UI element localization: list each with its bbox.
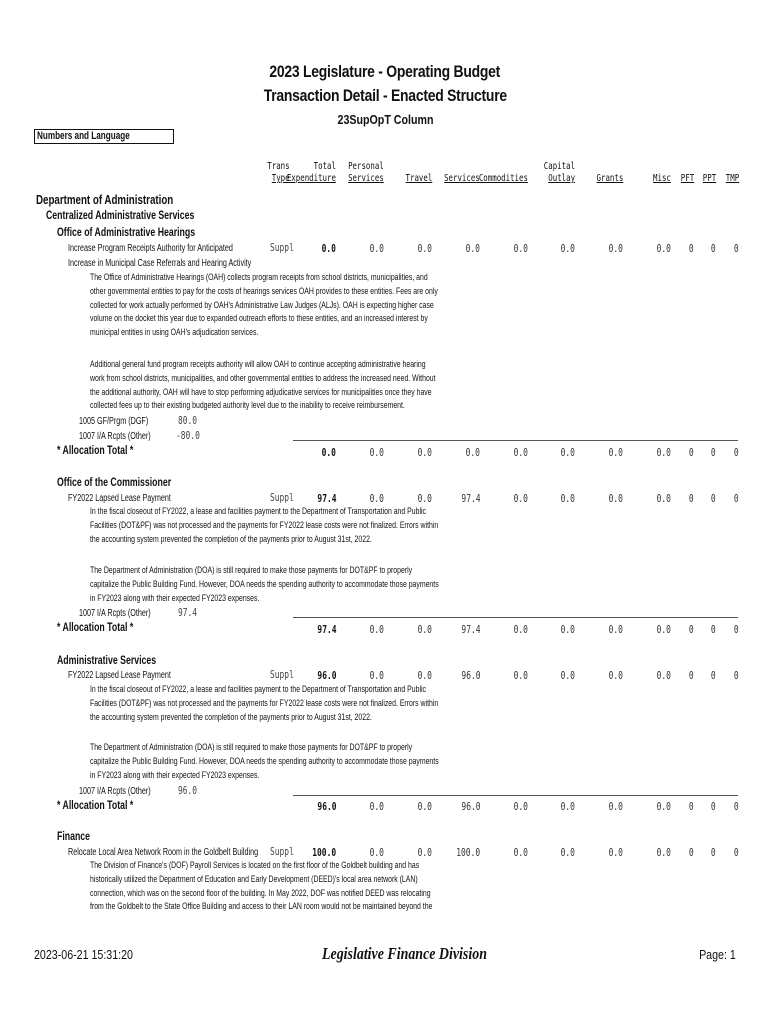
val-ppt: 0 [711,846,716,859]
total-rule [293,617,738,618]
val-pft: 0 [689,669,694,682]
col-travel: Travel [405,173,432,184]
val-total: 100.0 [312,846,336,859]
report-timestamp: 2023-06-21 15:31:20 [34,947,133,962]
val-ppt: 0 [711,242,716,255]
val-capital: 0.0 [560,492,575,505]
alloc-total: 97.4 [316,623,336,636]
val-travel: 0.0 [417,492,432,505]
val-grants: 0.0 [608,669,623,682]
val-capital: 0.0 [560,669,575,682]
item-title-cont: Increase in Municipal Case Referrals and Hearing Activity [68,258,252,269]
alloc-pft: 0 [689,623,694,636]
alloc-tmp: 0 [734,623,739,636]
alloc-commodities: 0.0 [513,800,528,813]
val-capital: 0.0 [560,242,575,255]
val-personal: 0.0 [369,492,384,505]
department-heading: Department of Administration [36,193,174,207]
alloc-commodities: 0.0 [513,446,528,459]
col-services: Services [444,173,480,184]
fund-source-amount: 97.4 [178,606,198,619]
val-total: 97.4 [316,492,336,505]
val-services: 97.4 [460,492,480,505]
val-misc: 0.0 [656,492,671,505]
col-ppt: PPT [702,173,716,184]
alloc-capital: 0.0 [560,446,575,459]
description-paragraph: The Department of Administration (DOA) is still required to make those payments for DOT&PF to properly capitalize the Public Building Fund. However, DOA needs the spending authority to accommodate those payments in FY2023 along with their expected FY2023 expenses. [90,565,439,604]
fund-source-amount: 96.0 [178,784,198,797]
col-commodities: Commodities [478,173,528,184]
val-misc: 0.0 [656,669,671,682]
alloc-pft: 0 [689,800,694,813]
component-heading: Office of Administrative Hearings [57,227,196,239]
col-total-expenditure: Total Expenditure [286,161,336,184]
trans-type: Suppl [270,491,294,504]
val-grants: 0.0 [608,492,623,505]
total-rule [293,795,738,796]
col-trans-type: Trans Type [267,161,290,184]
item-title: FY2022 Lapsed Lease Payment [68,493,171,504]
col-misc: Misc [653,173,671,184]
fund-source-label: 1005 GF/Prgm (DGF) [79,416,149,427]
numbers-language-box: Numbers and Language [34,129,174,144]
fund-source-label: 1007 I/A Rcpts (Other) [79,608,151,619]
alloc-grants: 0.0 [608,800,623,813]
val-tmp: 0 [734,669,739,682]
val-commodities: 0.0 [513,492,528,505]
alloc-personal: 0.0 [369,446,384,459]
val-capital: 0.0 [560,846,575,859]
val-commodities: 0.0 [513,669,528,682]
description-paragraph: In the fiscal closeout of FY2022, a lease and facilities payment to the Department of Transportation and Public Facilities (DOT&PF) was not processed and the payments for FY2022 lease costs were not finalized. Errors within the accounting system prevented the completion of the payments prior to August 31st, 2022. [90,684,439,723]
description-paragraph: Additional general fund program receipts authority will allow OAH to continue accepting administrative hearing work from school districts, municipalities, and other governmental entities to address the increased need. Without the additional authority, OAH will have to stop performing adjudicative services for municipalities once they have collected fees up to their existing budgeted authority level due to the inability to receive reimbursement. [90,359,436,412]
val-personal: 0.0 [369,669,384,682]
alloc-travel: 0.0 [417,800,432,813]
val-tmp: 0 [734,242,739,255]
val-misc: 0.0 [656,242,671,255]
val-commodities: 0.0 [513,846,528,859]
alloc-personal: 0.0 [369,800,384,813]
val-personal: 0.0 [369,242,384,255]
val-commodities: 0.0 [513,242,528,255]
fund-source-amount: -80.0 [176,429,200,442]
val-services: 0.0 [465,242,480,255]
item-title: Increase Program Receipts Authority for Anticipated [68,243,233,254]
footer-division-name: Legislative Finance Division [322,944,487,963]
val-total: 0.0 [321,242,336,255]
report-title-line1: 2023 Legislature - Operating Budget [269,62,501,81]
alloc-capital: 0.0 [560,623,575,636]
trans-type: Suppl [270,668,294,681]
item-title: Relocate Local Area Network Room in the Goldbelt Building [68,847,259,858]
total-rule [293,440,738,441]
val-tmp: 0 [734,846,739,859]
description-paragraph: The Office of Administrative Hearings (OAH) collects program receipts from school districts, municipalities, and other governmental entities to pay for the costs of hearings services OAH provides to these entities. Fees are only collected for work actually performed by OAH's Administrative Law Judges (ALJs). OAH is expecting higher case volume on the docket this year due to expanded outreach efforts to these entities, and an increased interest by municipal entities in using OAH's adjudication services. [90,272,438,339]
fund-source-amount: 80.0 [178,414,198,427]
component-heading: Finance [57,831,91,843]
alloc-grants: 0.0 [608,623,623,636]
alloc-personal: 0.0 [369,623,384,636]
alloc-misc: 0.0 [656,800,671,813]
division-heading: Centralized Administrative Services [46,210,195,222]
alloc-services: 0.0 [465,446,480,459]
alloc-travel: 0.0 [417,623,432,636]
val-misc: 0.0 [656,846,671,859]
col-grants: Grants [596,173,623,184]
fund-source-label: 1007 I/A Rcpts (Other) [79,431,151,442]
alloc-total: 0.0 [321,446,336,459]
alloc-tmp: 0 [734,800,739,813]
val-services: 100.0 [456,846,480,859]
col-pft: PFT [680,173,694,184]
item-title: FY2022 Lapsed Lease Payment [68,670,171,681]
val-ppt: 0 [711,492,716,505]
val-pft: 0 [689,846,694,859]
alloc-travel: 0.0 [417,446,432,459]
trans-type: Suppl [270,241,294,254]
val-total: 96.0 [316,669,336,682]
val-grants: 0.0 [608,846,623,859]
alloc-commodities: 0.0 [513,623,528,636]
val-grants: 0.0 [608,242,623,255]
alloc-services: 97.4 [460,623,480,636]
alloc-ppt: 0 [711,446,716,459]
fund-source-label: 1007 I/A Rcpts (Other) [79,786,151,797]
description-paragraph: The Department of Administration (DOA) is still required to make those payments for DOT&PF to properly capitalize the Public Building Fund. However, DOA needs the spending authority to accommodate those payments in FY2023 along with their expected FY2023 expenses. [90,742,439,781]
alloc-total: 96.0 [316,800,336,813]
component-heading: Administrative Services [57,655,157,667]
col-personal-services: Personal Services [348,161,384,184]
val-ppt: 0 [711,669,716,682]
alloc-ppt: 0 [711,623,716,636]
alloc-misc: 0.0 [656,446,671,459]
val-pft: 0 [689,492,694,505]
alloc-grants: 0.0 [608,446,623,459]
val-personal: 0.0 [369,846,384,859]
val-pft: 0 [689,242,694,255]
col-capital-outlay: Capital Outlay [543,161,575,184]
val-tmp: 0 [734,492,739,505]
val-travel: 0.0 [417,242,432,255]
col-tmp: TMP [725,173,739,184]
alloc-pft: 0 [689,446,694,459]
alloc-tmp: 0 [734,446,739,459]
description-paragraph: The Division of Finance's (DOF) Payroll Services is located on the first floor of the Goldbelt building and has historically utilized the Department of Education and Early Development (DEED)'s local area network (LAN) connection, which was on the second floor of the building. In May 2022, DOF was notified DEED was relocating from the Goldbelt to the State Office Building and access to their LAN room would not be maintained beyond the [90,860,433,913]
description-paragraph: In the fiscal closeout of FY2022, a lease and facilities payment to the Department of Transportation and Public Facilities (DOT&PF) was not processed and the payments for FY2022 lease costs were not finalized. Errors within the accounting system prevented the completion of the payments prior to August 31st, 2022. [90,506,439,545]
val-travel: 0.0 [417,846,432,859]
allocation-total-label: * Allocation Total * [57,445,134,457]
report-title-line2: Transaction Detail - Enacted Structure [263,86,507,105]
trans-type: Suppl [270,845,294,858]
allocation-total-label: * Allocation Total * [57,800,134,812]
val-services: 96.0 [460,669,480,682]
val-travel: 0.0 [417,669,432,682]
allocation-total-label: * Allocation Total * [57,622,134,634]
column-name: 23SupOpT Column [337,112,433,127]
alloc-ppt: 0 [711,800,716,813]
page-number: Page: 1 [699,947,736,962]
alloc-services: 96.0 [460,800,480,813]
component-heading: Office of the Commissioner [57,477,172,489]
alloc-capital: 0.0 [560,800,575,813]
alloc-misc: 0.0 [656,623,671,636]
